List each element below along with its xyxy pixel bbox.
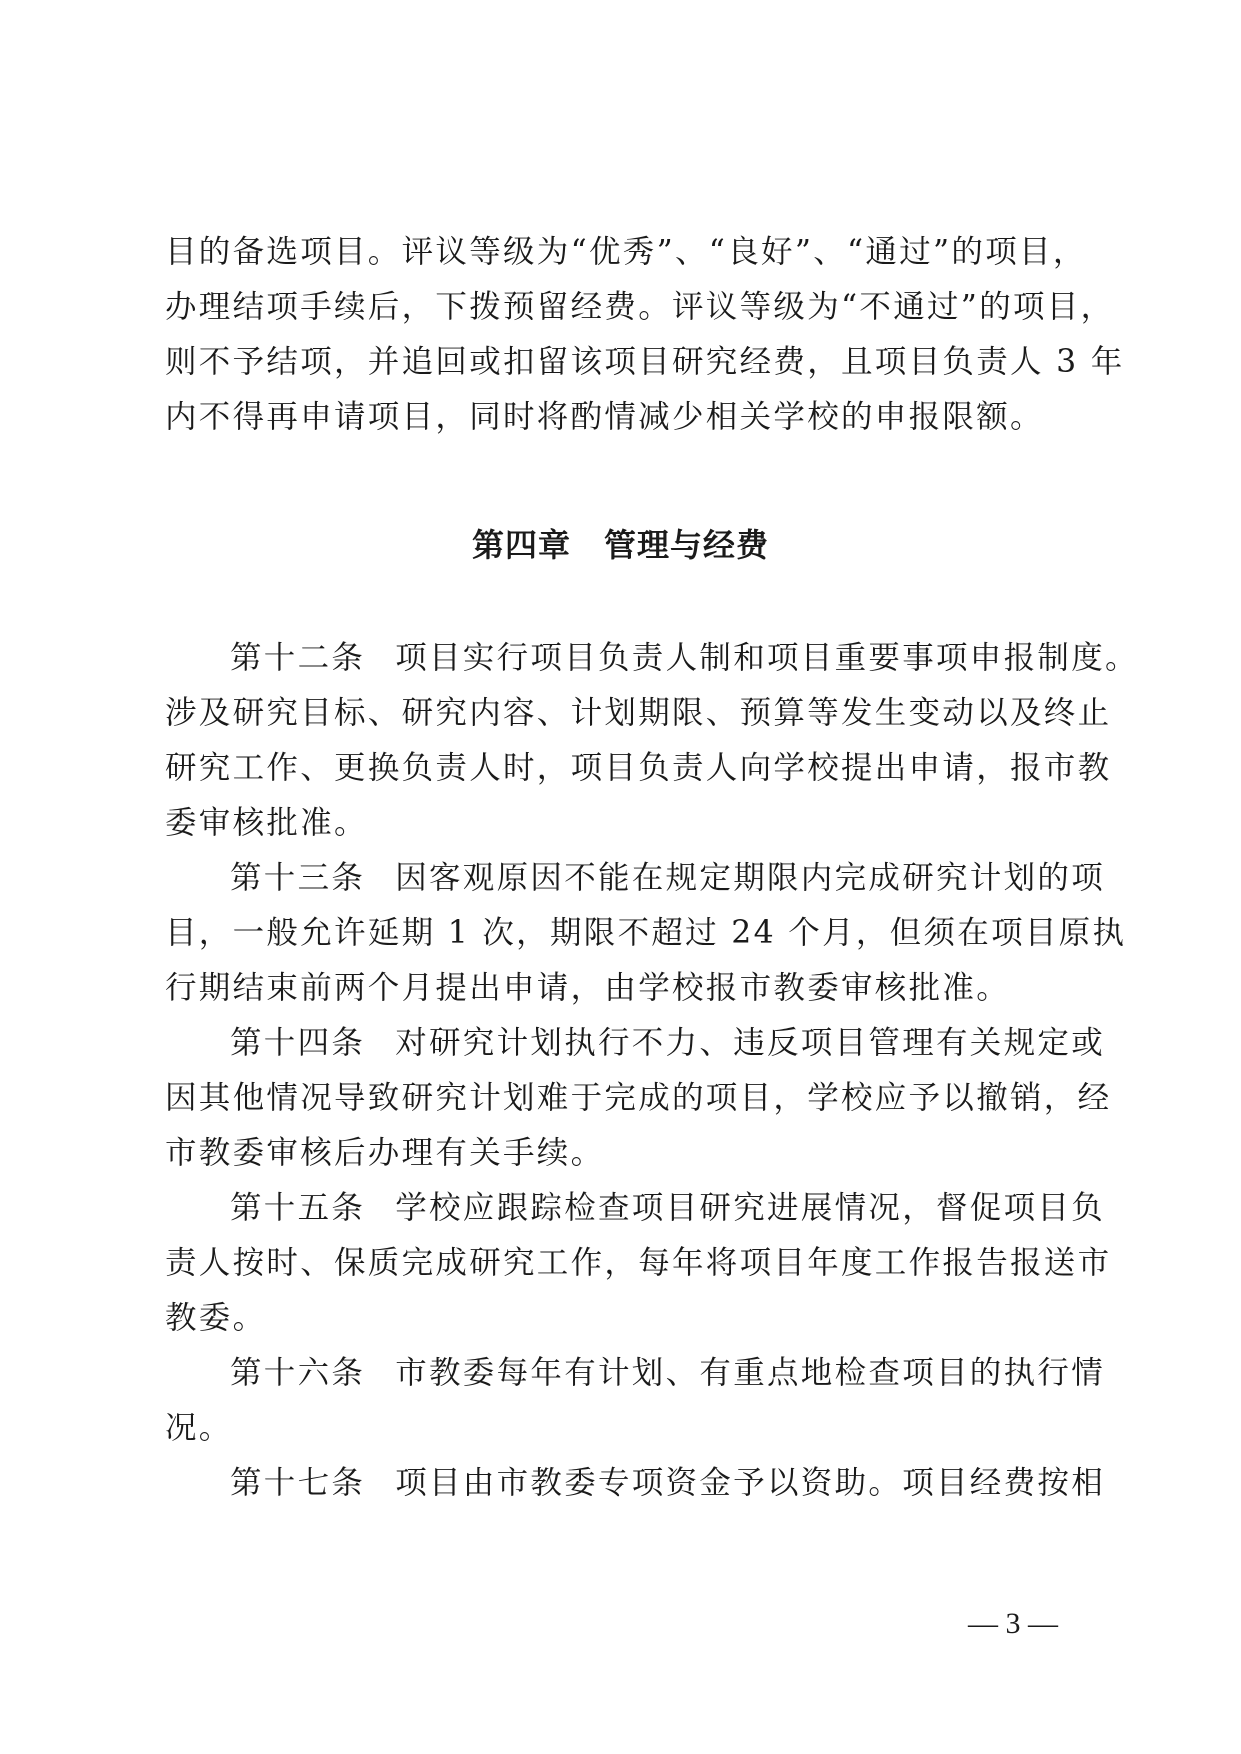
page-number: — 3 — (968, 1607, 1058, 1640)
article-13-number: 第十三条 (230, 860, 366, 896)
article-14-text: 对研究计划执行不力、违反项目管理有关规定或 (395, 1025, 1106, 1061)
article-17-number: 第十七条 (230, 1465, 366, 1501)
intro-line-2: 办理结项手续后，下拨预留经费。评议等级为“不通过”的项目， (165, 289, 1115, 325)
article-17-text: 项目由市教委专项资金予以资助。项目经费按相 (395, 1465, 1106, 1501)
article-12-line-4: 委审核批准。 (165, 805, 368, 841)
article-12-first-line (230, 638, 1139, 678)
chapter-title: 第四章 管理与经费 (471, 526, 769, 564)
article-15-number: 第十五条 (230, 1190, 366, 1226)
article-13-text: 因客观原因不能在规定期限内完成研究计划的项 (395, 860, 1106, 896)
article-14-line-3: 市教委审核后办理有关手续。 (165, 1135, 605, 1171)
article-15-first-line (230, 1188, 1105, 1228)
article-14-number: 第十四条 (230, 1025, 366, 1061)
article-12-line-2: 涉及研究目标、研究内容、计划期限、预算等发生变动以及终止 (165, 695, 1112, 731)
article-12-text: 项目实行项目负责人制和项目重要事项申报制度。 (395, 640, 1139, 676)
article-16-line-2: 况。 (165, 1410, 233, 1446)
article-14-first-line (230, 1023, 1105, 1063)
article-15-text: 学校应跟踪检查项目研究进展情况，督促项目负 (395, 1190, 1106, 1226)
article-12-line-3: 研究工作、更换负责人时，项目负责人向学校提出申请，报市教 (165, 750, 1112, 786)
article-14-line-2: 因其他情况导致研究计划难于完成的项目，学校应予以撤销，经 (165, 1080, 1112, 1116)
article-13-line-3: 行期结束前两个月提出申请，由学校报市教委审核批准。 (165, 970, 1011, 1006)
article-13-line-2: 目，一般允许延期 1 次，期限不超过 24 个月，但须在项目原执 (165, 915, 1127, 951)
article-16-text: 市教委每年有计划、有重点地检查项目的执行情 (395, 1355, 1106, 1391)
article-15-line-2: 责人按时、保质完成研究工作，每年将项目年度工作报告报送市 (165, 1245, 1112, 1281)
article-17-first-line (230, 1463, 1105, 1503)
intro-line-3: 则不予结项，并追回或扣留该项目研究经费，且项目负责人 3 年 (165, 344, 1125, 380)
intro-line-4: 内不得再申请项目，同时将酌情减少相关学校的申报限额。 (165, 399, 1044, 435)
intro-line-1: 目的备选项目。评议等级为“优秀”、“良好”、“通过”的项目， (165, 234, 1087, 270)
article-13-first-line (230, 858, 1105, 898)
article-16-number: 第十六条 (230, 1355, 366, 1391)
article-12-number: 第十二条 (230, 640, 366, 676)
article-15-line-3: 教委。 (165, 1300, 267, 1336)
article-16-first-line (230, 1353, 1105, 1393)
